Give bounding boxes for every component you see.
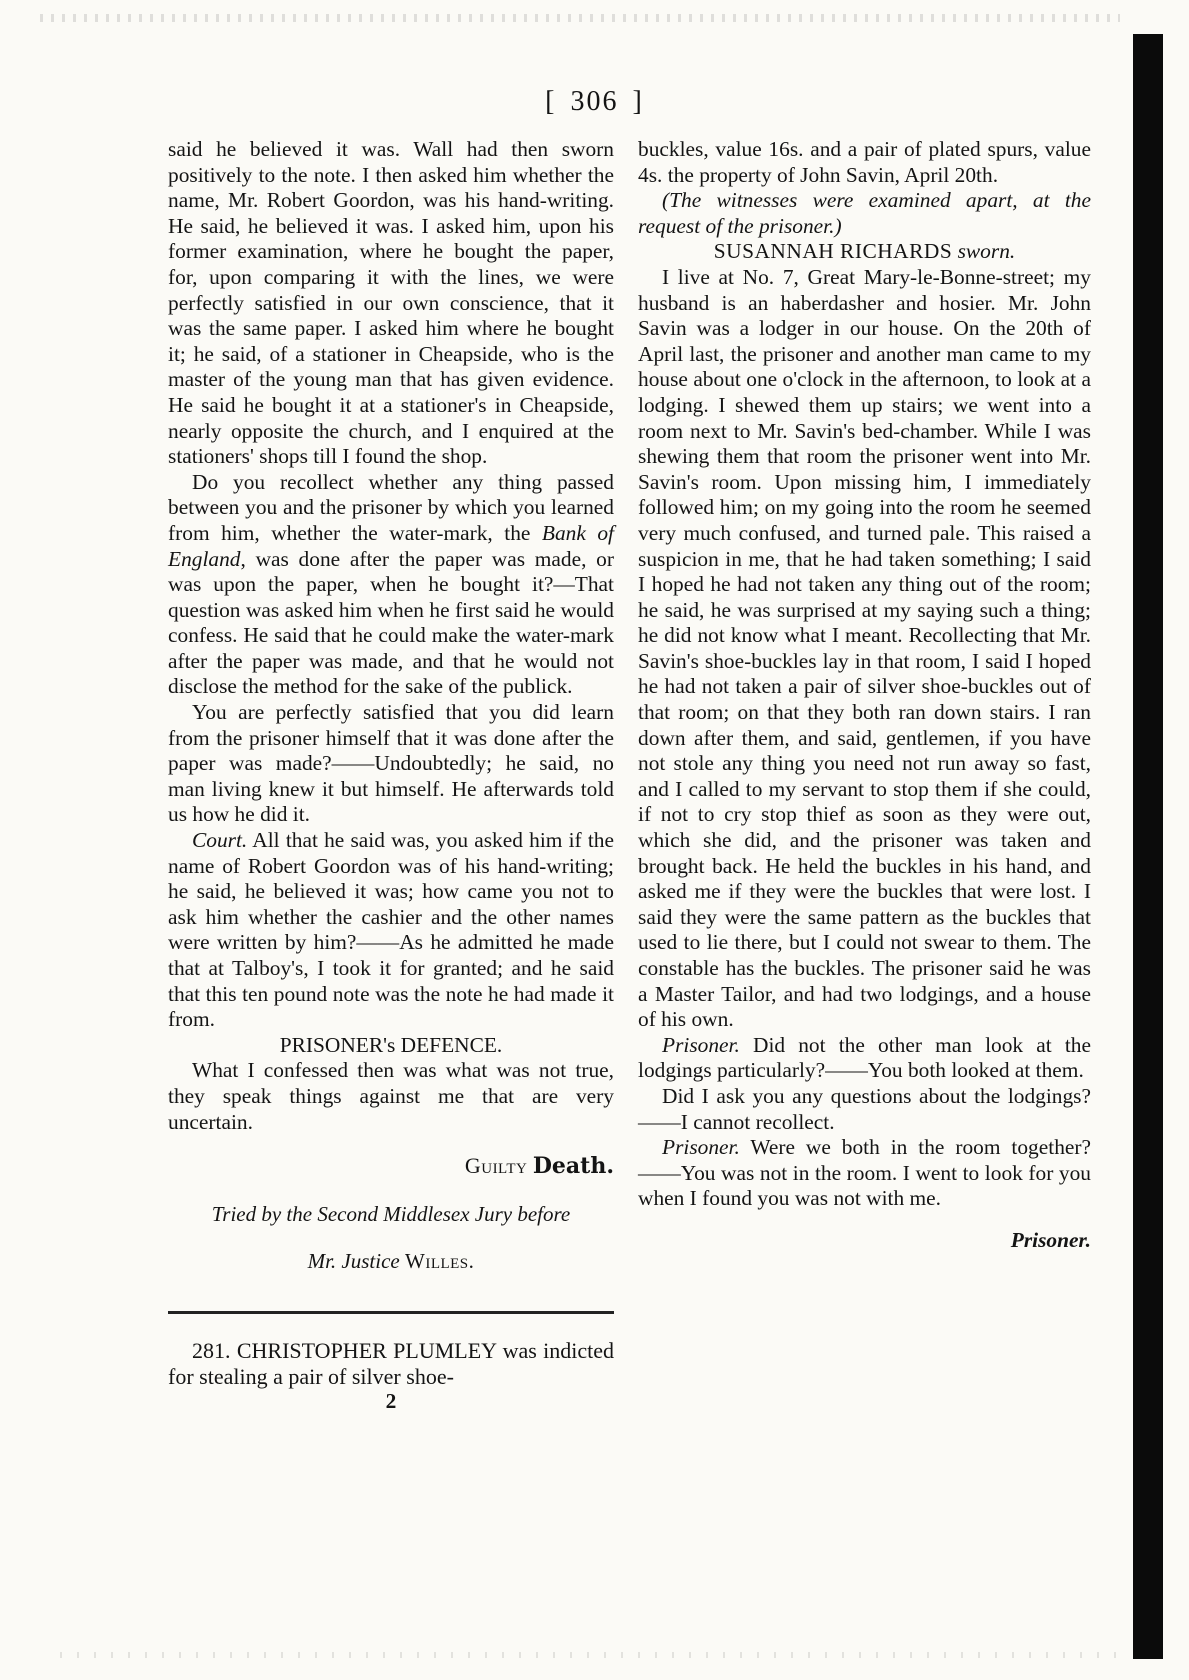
witness-name: SUSANNAH RICHARDS (713, 239, 953, 264)
text-run: , was done after the paper was made, or was upon the paper, when he bought it?—That question was asked him when he first said he would confess. He said that he could make the water-mark after the paper was made, and that he would not disclose the method for the sake of the publick. (168, 546, 614, 699)
bracket-open: [ (545, 86, 557, 117)
text-run: Do you recollect whether any thing passed between you and the prisoner by which you learned from him, whether the water-mark, the (168, 469, 614, 545)
verdict-sentence: Death. (532, 1153, 614, 1180)
right-column (638, 137, 1091, 1254)
speaker-label: Prisoner. (662, 1032, 740, 1057)
bracket-close: ] (632, 86, 644, 117)
paragraph: You are perfectly satisfied that you did learn from the prisoner himself that it was done after the paper was made?——Undoubtedly; he said, no man living knew it but himself. He afterwards told us how he did it. (168, 700, 614, 827)
case-number: 281. (192, 1337, 231, 1363)
page-header (0, 86, 1189, 118)
paragraph: I live at No. 7, Great Mary-le-Bonne-street; my husband is an haberdasher and hosier. Mr. John Savin was a lodger in our house. On the 20th of April last, the prisoner and another man came to my house about one o'clock in the afternoon, to look at a lodging. I shewed them up stairs; we went into a room next to Mr. Savin's bed-chamber. While I was shewing them that room the prisoner went into Mr. Savin's room. Upon missing him, I immediately followed him; on my going into the room he seemed very much confused, and turned pale. This raised a suspicion in me, that he had taken something; I said I hoped he had not taken any thing out of the room; he said, he was surprised at my saying such a thing; he did not know what I meant. Recollecting that Mr. Savin's shoe-buckles lay in that room, I said I hoped he had not taken a pair of silver shoe-buckles out of that room; on that they both ran down stairs. I ran down after them, and said, gentlemen, if you have not stole any thing you need not run away so fast, and I called to my servant to stop them if she could, if not to cry stop thief as soon as they were out, which she did, and the prisoner was taken and brought back. He held the buckles in his hand, and asked me if they were the buckles that were lost. I said they were the same pattern as the buckles that used to lie there, but I could not swear to them. The constable has the buckles. The prisoner said he was a Master Tailor, and had two lodgings, and a house of his own. (638, 264, 1091, 1032)
paragraph: said he believed it was. Wall had then sworn positively to the note. I then asked him whether the name, Mr. Robert Goordon, was his hand-writing. He said, he believed it was. I asked him, upon his former examination, where he bought the paper, for, upon comparing it with the lines, we were perfectly satisfied in our own conscience, that it was the same paper. I asked him where he bought it; he said, of a stationer in Cheapside, who is the master of the young man that has given evidence. He said he bought it at a stationer's in Cheapside, nearly opposite the church, and I enquired at the stationers' shops till I found the shop. (168, 137, 614, 469)
paragraph: Did I ask you any questions about the lodgings?——I cannot recollect. (638, 1083, 1091, 1134)
paragraph (638, 1135, 1091, 1212)
jury-line: Tried by the Second Middlesex Jury before (211, 1201, 571, 1226)
judge-name: Willes. (405, 1249, 475, 1274)
section-heading: PRISONER's DEFENCE. (279, 1032, 503, 1057)
binding-shadow (1133, 34, 1163, 1659)
jury-line (168, 1249, 614, 1275)
paragraph (638, 1033, 1091, 1084)
divider (168, 1311, 614, 1314)
signature-mark: 2 (385, 1389, 397, 1414)
speaker-label: Prisoner. (662, 1135, 740, 1160)
paragraph (168, 828, 614, 1033)
witness-heading (638, 239, 1091, 265)
note: (The witnesses were examined apart, at the request of the prisoner.) (638, 188, 1091, 238)
paragraph: What I confessed then was what was not true, they speak things against me that are very uncertain. (168, 1058, 614, 1134)
paragraph: buckles, value 16s. and a pair of plated spurs, value 4s. the property of John Savin, April 20th. (638, 137, 1091, 187)
case-heading (168, 1338, 614, 1389)
text-run: Mr. Justice (307, 1249, 405, 1274)
text-run: All that he said was, you asked him if the name of Robert Goordon was of his hand-writing; he said, he believed it was; how came you not to ask him whether the cashier and the other names were written by him?——As he admitted he made that at Talboy's, I took it for granted; and he said that this ten pound note was the note he had made it from. (168, 828, 614, 1032)
catchword: Prisoner. (1010, 1227, 1091, 1252)
verdict-guilty: Guilty (464, 1153, 528, 1179)
scan-noise-bottom (60, 1652, 1120, 1658)
italic-text: Bank of England (168, 520, 615, 571)
text-run: Did not the other man look at the lodgings particularly?——You both looked at them. (638, 1032, 1091, 1083)
text-run: CHRISTOPHER PLUMLEY was indicted for stealing a pair of silver shoe- (168, 1337, 614, 1389)
witness-sworn: sworn. (957, 239, 1016, 264)
paragraph (168, 470, 614, 700)
text-run: Were we both in the room together?——You was not in the room. I went to look for you when I found you was not with me. (638, 1135, 1091, 1211)
left-column (168, 137, 614, 1415)
verdict (168, 1153, 614, 1180)
speaker-label: Court. (192, 828, 248, 853)
scan-noise-top (40, 14, 1120, 22)
page-number: 306 (570, 86, 619, 117)
